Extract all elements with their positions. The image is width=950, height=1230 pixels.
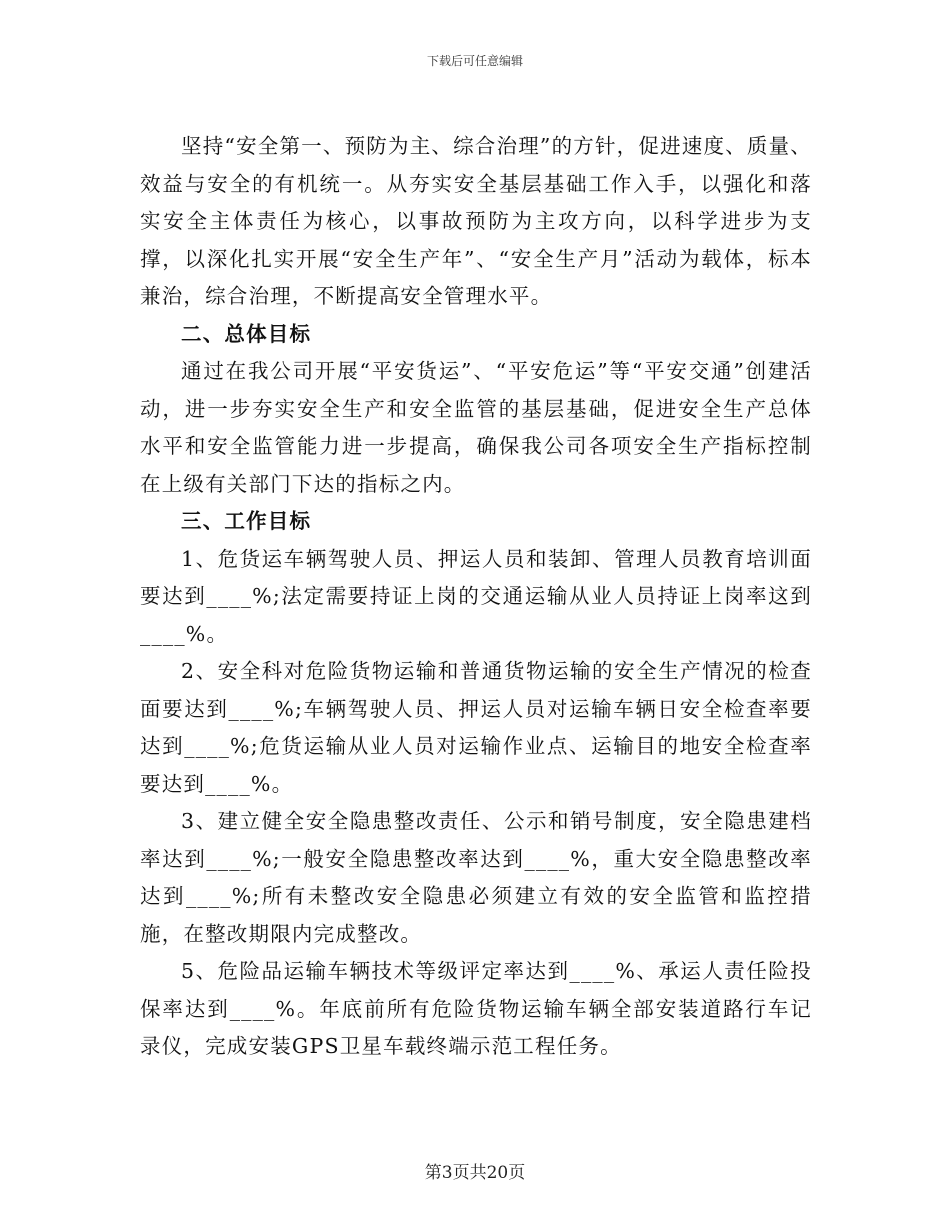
work-goal-item-1: 1、危货运车辆驾驶人员、押运人员和装卸、管理人员教育培训面要达到____%;法定需要持证上岗的交通运输从业人员持证上岗率这到____%。 xyxy=(140,546,812,646)
page-number-footer: 第3页共20页 xyxy=(424,1163,526,1183)
work-goal-item-5: 5、危险品运输车辆技术等级评定率达到____%、承运人责任险投保率达到____%。年底前所有危险货物运输车辆全部安装道路行车记录仪，完成安装GPS卫星车载终端示范工程任务。 xyxy=(140,959,812,1058)
work-goal-item-3: 3、建立健全安全隐患整改责任、公示和销号制度，安全隐患建档率达到____%;一般安全隐患整改率达到____%，重大安全隐患整改率达到____%;所有未整改安全隐患必须建立有效的安全监管和监控措施，在整改期限内完成整改。 xyxy=(140,809,812,946)
work-goal-item-2: 2、安全科对危险货物运输和普通货物运输的安全生产情况的检查面要达到____%;车辆驾驶人员、押运人员对运输车辆日安全检查率要达到____%;危货运输从业人员对运输作业点、运输目的地安全检查率要达到____%。 xyxy=(140,659,812,796)
heading-overall-goal: 二、总体目标 xyxy=(181,321,312,346)
document-body xyxy=(140,128,812,1066)
heading-work-goals: 三、工作目标 xyxy=(181,509,312,533)
paragraph-guiding-principle: 坚持“安全第一、预防为主、综合治理”的方针，促进速度、质量、效益与安全的有机统一。从夯实安全基层基础工作入手，以强化和落实安全主体责任为核心，以事故预防为主攻方向，以科学进步为支撑，以深化扎实开展“安全生产年”、“安全生产月”活动为载体，标本兼治，综合治理，不断提高安全管理水平。 xyxy=(140,134,812,308)
paragraph-overall-goal: 通过在我公司开展“平安货运”、“平安危运”等“平安交通”创建活动，进一步夯实安全生产和安全监管的基层基础，促进安全生产总体水平和安全监管能力进一步提高，确保我公司各项安全生产指标控制在上级有关部门下达的指标之内。 xyxy=(140,359,812,496)
page-header-note: 下载后可任意编辑 xyxy=(426,54,523,68)
